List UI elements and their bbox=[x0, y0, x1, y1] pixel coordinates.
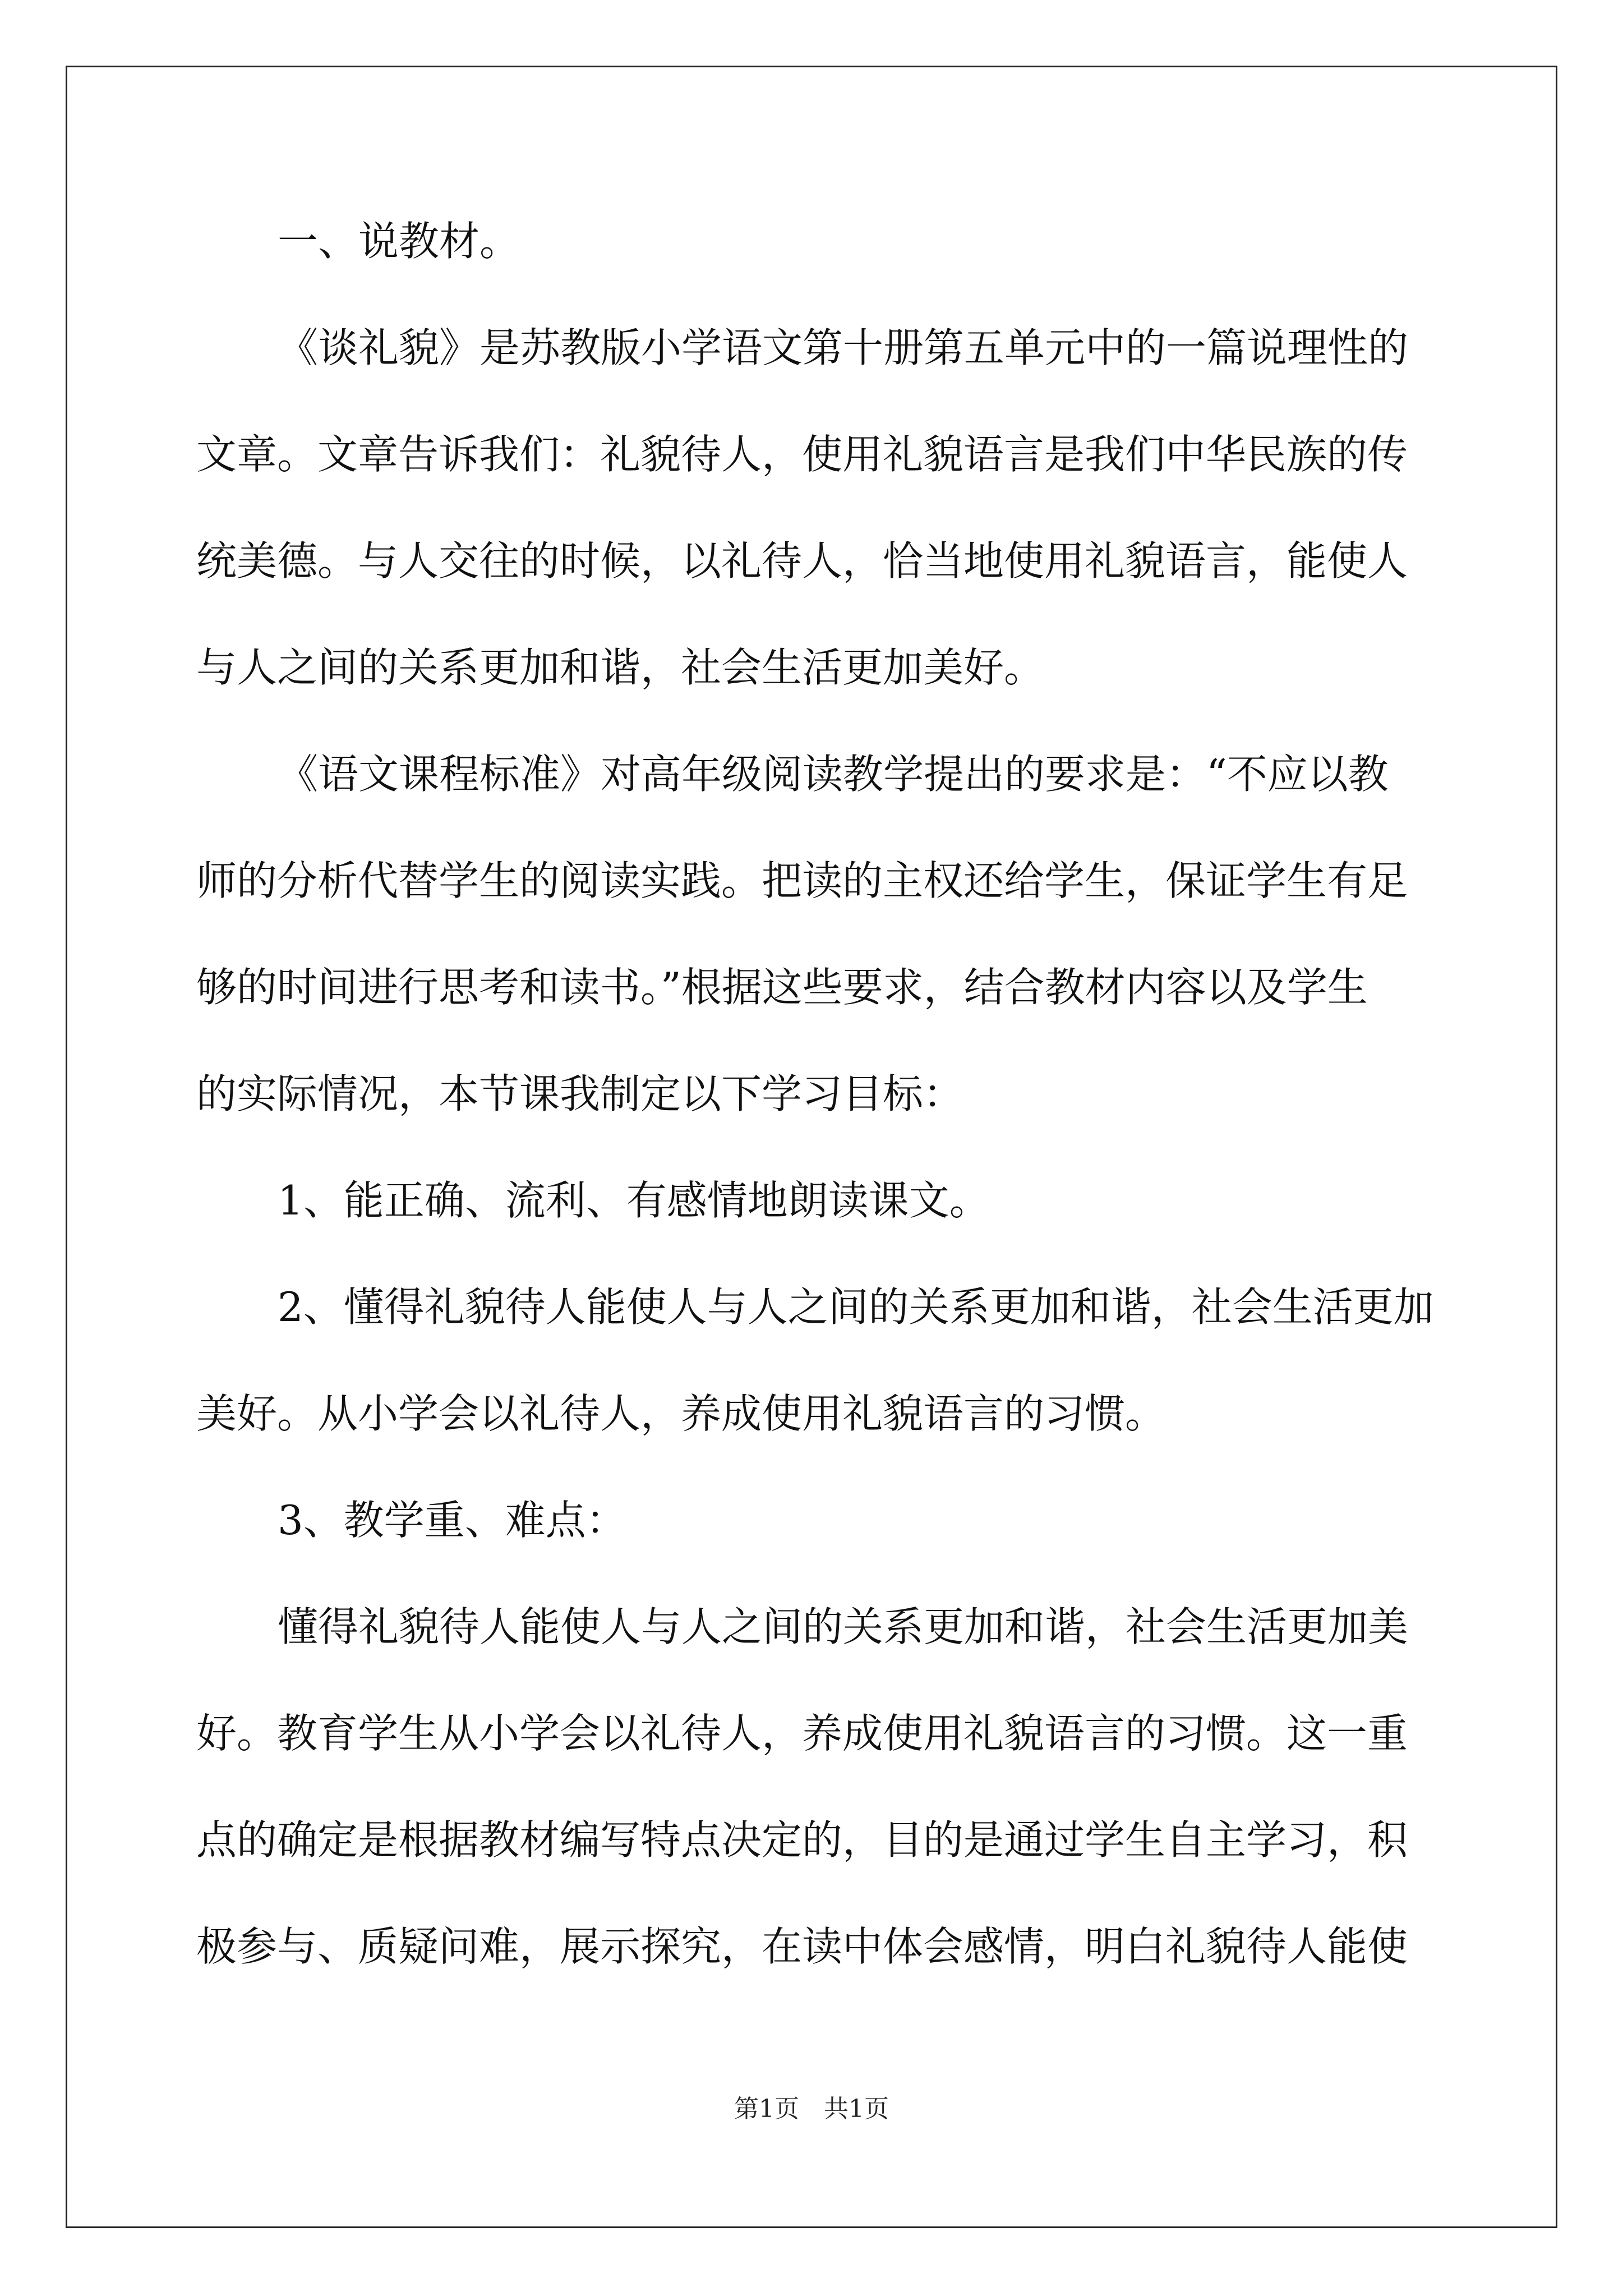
paragraph-line: 《谈礼貌》是苏教版小学语文第十册第五单元中的一篇说理性的 bbox=[278, 324, 1409, 371]
page-border bbox=[66, 66, 1557, 2228]
paragraph-line: 懂得礼貌待人能使人与人之间的关系更加和谐，社会生活更加美 bbox=[278, 1603, 1409, 1650]
list-item: 1、能正确、流利、有感情地朗读课文。 bbox=[278, 1177, 990, 1224]
section-heading: 一、说教材。 bbox=[278, 218, 520, 265]
paragraph-line: 文章。文章告诉我们：礼貌待人，使用礼貌语言是我们中华民族的传 bbox=[196, 431, 1408, 478]
list-item: 3、教学重、难点： bbox=[278, 1497, 626, 1544]
paragraph-line: 统美德。与人交往的时候，以礼待人，恰当地使用礼貌语言，能使人 bbox=[196, 537, 1408, 585]
list-item: 2、懂得礼貌待人能使人与人之间的关系更加和谐，社会生活更加 bbox=[278, 1283, 1434, 1331]
paragraph-line: 的实际情况，本节课我制定以下学习目标： bbox=[196, 1070, 964, 1117]
paragraph-line: 师的分析代替学生的阅读实践。把读的主权还给学生，保证学生有足 bbox=[196, 857, 1408, 904]
paragraph-line: 极参与、质疑问难，展示探究，在读中体会感情，明白礼貌待人能使 bbox=[196, 1923, 1408, 1970]
paragraph-line: 与人之间的关系更加和谐，社会生活更加美好。 bbox=[196, 644, 1045, 691]
paragraph-line: 够的时间进行思考和读书。”根据这些要求，结合教材内容以及学生 bbox=[196, 964, 1368, 1011]
paragraph-line: 好。教育学生从小学会以礼待人，养成使用礼貌语言的习惯。这一重 bbox=[196, 1710, 1408, 1757]
paragraph-line: 点的确定是根据教材编写特点决定的，目的是通过学生自主学习，积 bbox=[196, 1816, 1408, 1864]
page-number: 第1页 共1页 bbox=[734, 2095, 889, 2123]
paragraph-line: 《语文课程标准》对高年级阅读教学提出的要求是：“不应以教 bbox=[278, 751, 1389, 798]
list-item-continuation: 美好。从小学会以礼待人，养成使用礼貌语言的习惯。 bbox=[196, 1390, 1166, 1437]
